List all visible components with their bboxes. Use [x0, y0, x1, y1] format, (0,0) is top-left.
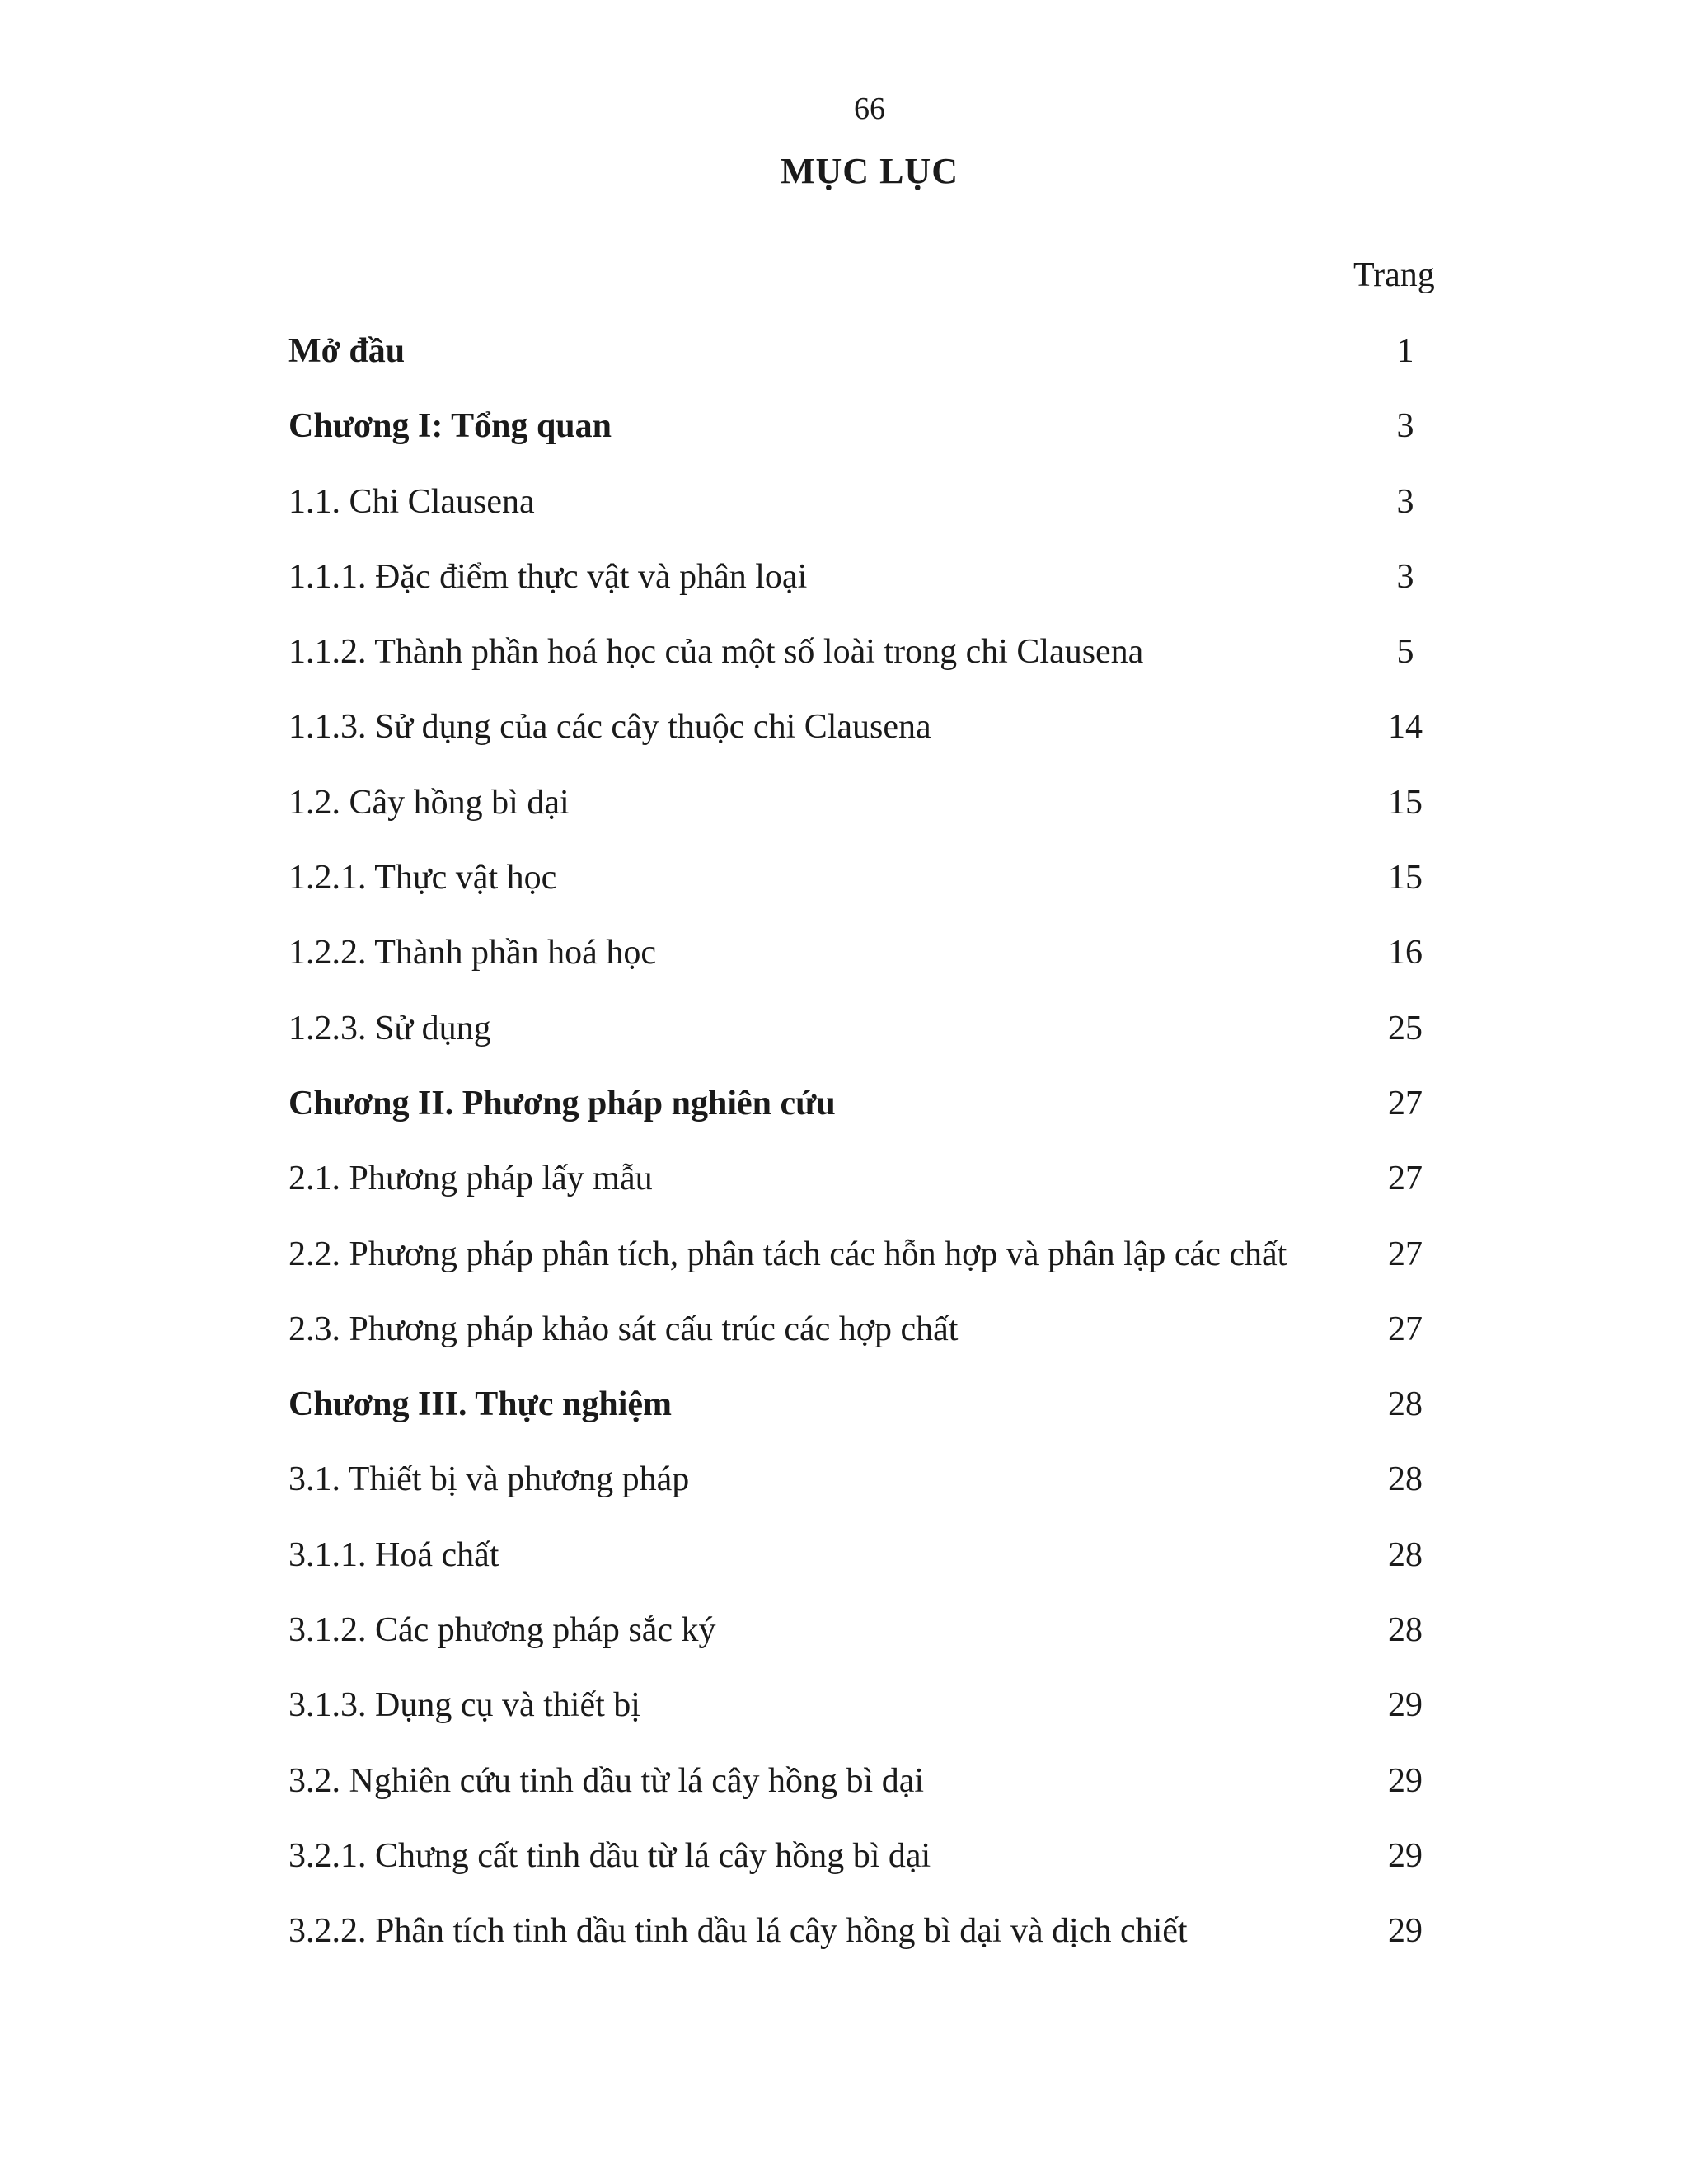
- toc-section-entry: [288, 1680, 1442, 1755]
- toc-entry-page: 29: [1388, 1686, 1423, 1725]
- toc-section-entry: [288, 1305, 1442, 1380]
- toc-entry-page: 25: [1388, 1009, 1423, 1047]
- toc-entry-title: 3.1.2. Các phương pháp sắc ký: [288, 1611, 716, 1650]
- toc-section-entry: [288, 1154, 1442, 1229]
- table-of-contents: [288, 326, 1442, 1982]
- toc-entry-title: Chương II. Phương pháp nghiên cứu: [288, 1084, 836, 1122]
- toc-entry-title: Chương III. Thực nghiệm: [288, 1385, 673, 1424]
- toc-entry-page: 28: [1388, 1535, 1423, 1574]
- toc-entry-page: 28: [1388, 1385, 1423, 1424]
- toc-entry-page: 27: [1388, 1310, 1423, 1348]
- toc-entry-title: 3.1.1. Hoá chất: [288, 1535, 499, 1574]
- toc-entry-page: 29: [1388, 1912, 1423, 1951]
- toc-entry-page: 28: [1388, 1460, 1423, 1499]
- toc-entry-page: 3: [1396, 557, 1414, 596]
- toc-chapter-entry: [288, 1079, 1442, 1154]
- toc-entry-title: 3.2. Nghiên cứu tinh dầu từ lá cây hồng bì dại: [288, 1761, 925, 1800]
- toc-entry-title: 3.2.2. Phân tích tinh dầu tinh dầu lá cây hồng bì dại và dịch chiết: [288, 1912, 1188, 1951]
- toc-entry-title: 1.1. Chi Clausena: [288, 482, 535, 521]
- page-column-header: Trang: [1353, 256, 1435, 294]
- toc-entry-title: 1.2.3. Sử dụng: [288, 1009, 491, 1047]
- page-number: 66: [854, 91, 885, 126]
- toc-chapter-entry: [288, 1380, 1442, 1455]
- toc-section-entry: [288, 778, 1442, 853]
- toc-entry-title: 1.1.1. Đặc điểm thực vật và phân loại: [288, 557, 808, 596]
- toc-entry-page: 15: [1388, 783, 1423, 822]
- toc-entry-page: 3: [1396, 407, 1414, 446]
- toc-chapter-entry: [288, 401, 1442, 476]
- toc-entry-title: Chương I: Tổng quan: [288, 407, 612, 446]
- toc-entry-page: 3: [1396, 482, 1414, 521]
- toc-section-entry: [288, 1605, 1442, 1680]
- toc-chapter-entry: [288, 326, 1442, 401]
- toc-entry-page: 14: [1388, 708, 1423, 747]
- toc-entry-page: 29: [1388, 1836, 1423, 1875]
- toc-entry-title: 1.1.3. Sử dụng của các cây thuộc chi Clausena: [288, 708, 931, 747]
- toc-entry-title: 1.1.2. Thành phần hoá học của một số loài trong chi Clausena: [288, 633, 1144, 672]
- toc-section-entry: [288, 1831, 1442, 1906]
- toc-entry-title: 3.1.3. Dụng cụ và thiết bị: [288, 1686, 640, 1725]
- toc-entry-page: 15: [1388, 859, 1423, 898]
- toc-entry-page: 28: [1388, 1611, 1423, 1650]
- toc-section-entry: [288, 1530, 1442, 1605]
- toc-entry-title: 1.2.1. Thực vật học: [288, 859, 557, 898]
- toc-entry-title: 1.2.2. Thành phần hoá học: [288, 934, 656, 972]
- toc-entry-title: 2.1. Phương pháp lấy mẫu: [288, 1160, 653, 1198]
- toc-section-entry: [288, 1004, 1442, 1079]
- toc-section-entry: [288, 1455, 1442, 1530]
- toc-section-entry: [288, 702, 1442, 777]
- toc-entry-page: 1: [1396, 332, 1414, 370]
- toc-section-entry: [288, 477, 1442, 552]
- toc-entry-page: 27: [1388, 1235, 1423, 1273]
- toc-entry-page: 16: [1388, 934, 1423, 972]
- toc-entry-title: 2.3. Phương pháp khảo sát cấu trúc các hợp chất: [288, 1310, 959, 1348]
- toc-section-entry: [288, 627, 1442, 702]
- toc-entry-title: 3.1. Thiết bị và phương pháp: [288, 1460, 690, 1499]
- toc-section-entry: [288, 552, 1442, 627]
- toc-entry-title: 2.2. Phương pháp phân tích, phân tách các hỗn hợp và phân lập các chất: [288, 1235, 1287, 1273]
- toc-section-entry: [288, 1756, 1442, 1831]
- toc-entry-page: 5: [1396, 633, 1414, 672]
- toc-entry-title: Mở đầu: [288, 332, 406, 370]
- toc-entry-page: 29: [1388, 1761, 1423, 1800]
- toc-section-entry: [288, 853, 1442, 928]
- toc-section-entry: [288, 1906, 1442, 1981]
- toc-entry-title: 3.2.1. Chưng cất tinh dầu từ lá cây hồng bì dại: [288, 1836, 931, 1875]
- toc-section-entry: [288, 1230, 1442, 1305]
- toc-entry-page: 27: [1388, 1084, 1423, 1122]
- toc-entry-page: 27: [1388, 1160, 1423, 1198]
- toc-section-entry: [288, 928, 1442, 1003]
- toc-entry-title: 1.2. Cây hồng bì dại: [288, 783, 570, 822]
- toc-title: MỤC LỤC: [781, 151, 959, 191]
